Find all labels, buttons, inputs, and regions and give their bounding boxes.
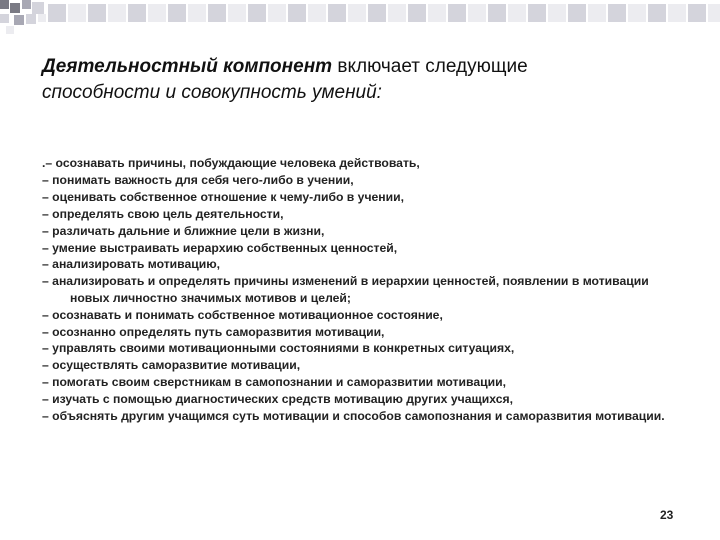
deco-square (588, 4, 606, 22)
deco-square (68, 4, 86, 22)
deco-square (348, 4, 366, 22)
list-item: – анализировать мотивацию, (42, 257, 221, 272)
deco-square (528, 4, 546, 22)
deco-square (508, 4, 526, 22)
title-bold-part: Деятельностный компонент (42, 56, 333, 77)
deco-square (388, 4, 406, 22)
deco-square (408, 4, 426, 22)
deco-square (248, 4, 266, 22)
list-item: – умение выстраивать иерархию собственных ценностей, (42, 240, 398, 255)
deco-square (608, 4, 626, 22)
deco-square (10, 3, 20, 13)
deco-square (428, 4, 446, 22)
deco-square (468, 4, 486, 22)
deco-square (228, 4, 246, 22)
deco-square (148, 4, 166, 22)
deco-square (168, 4, 186, 22)
list-item: – определять свою цель деятельности, (42, 206, 284, 221)
deco-square (308, 4, 326, 22)
deco-square (0, 0, 9, 9)
deco-square (32, 2, 44, 14)
list-item: – управлять своими мотивационными состояниями в конкретных ситуациях, (42, 341, 515, 356)
deco-square (6, 26, 14, 34)
list-item: – осознанно определять путь саморазвития мотивации, (42, 324, 385, 339)
deco-square (14, 15, 24, 25)
list-item: – оценивать собственное отношение к чему-либо в учении, (42, 189, 405, 204)
list-item: – осуществлять саморазвитие мотивации, (42, 358, 301, 373)
list-item: – понимать важность для себя чего-либо в учении, (42, 172, 354, 187)
deco-square (548, 4, 566, 22)
deco-square (188, 4, 206, 22)
deco-square (128, 4, 146, 22)
deco-square (448, 4, 466, 22)
deco-square (488, 4, 506, 22)
deco-square (0, 14, 9, 23)
list-item: .– осознавать причины, побуждающие человека действовать, (42, 156, 420, 170)
list-item: – изучать с помощью диагностических средств мотивацию других учащихся, (42, 392, 513, 407)
deco-square (22, 0, 31, 9)
deco-square (328, 4, 346, 22)
deco-square (48, 4, 66, 22)
deco-square (368, 4, 386, 22)
decorative-squares-banner (0, 0, 720, 40)
deco-square (208, 4, 226, 22)
deco-square (26, 14, 36, 24)
title-line-2: способности и совокупность умений: (42, 82, 382, 103)
title-rest-part: включает следующие (332, 56, 528, 77)
deco-square (268, 4, 286, 22)
deco-square (108, 4, 126, 22)
deco-square (708, 4, 720, 22)
deco-square (568, 4, 586, 22)
slide-title (42, 54, 642, 106)
deco-square (688, 4, 706, 22)
deco-square (288, 4, 306, 22)
list-item: – различать дальние и ближние цели в жизни, (42, 223, 325, 238)
deco-square (88, 4, 106, 22)
list-item: – объяснять другим учащимся суть мотивации и способов самопознания и саморазвития мотивации. (42, 409, 665, 424)
deco-square (628, 4, 646, 22)
deco-square (668, 4, 686, 22)
list-item: – помогать своим сверстникам в самопознании и саморазвитии мотивации, (42, 375, 506, 390)
page-number: 23 (660, 508, 674, 522)
deco-square (38, 14, 46, 22)
list-item: – осознавать и понимать собственное мотивационное состояние, (42, 307, 443, 322)
skills-list (42, 155, 682, 425)
deco-square (648, 4, 666, 22)
list-item: – анализировать и определять причины изменений в иерархии ценностей, появлении в мотивации новых личностно значимых мотивов и целей; (42, 274, 649, 305)
